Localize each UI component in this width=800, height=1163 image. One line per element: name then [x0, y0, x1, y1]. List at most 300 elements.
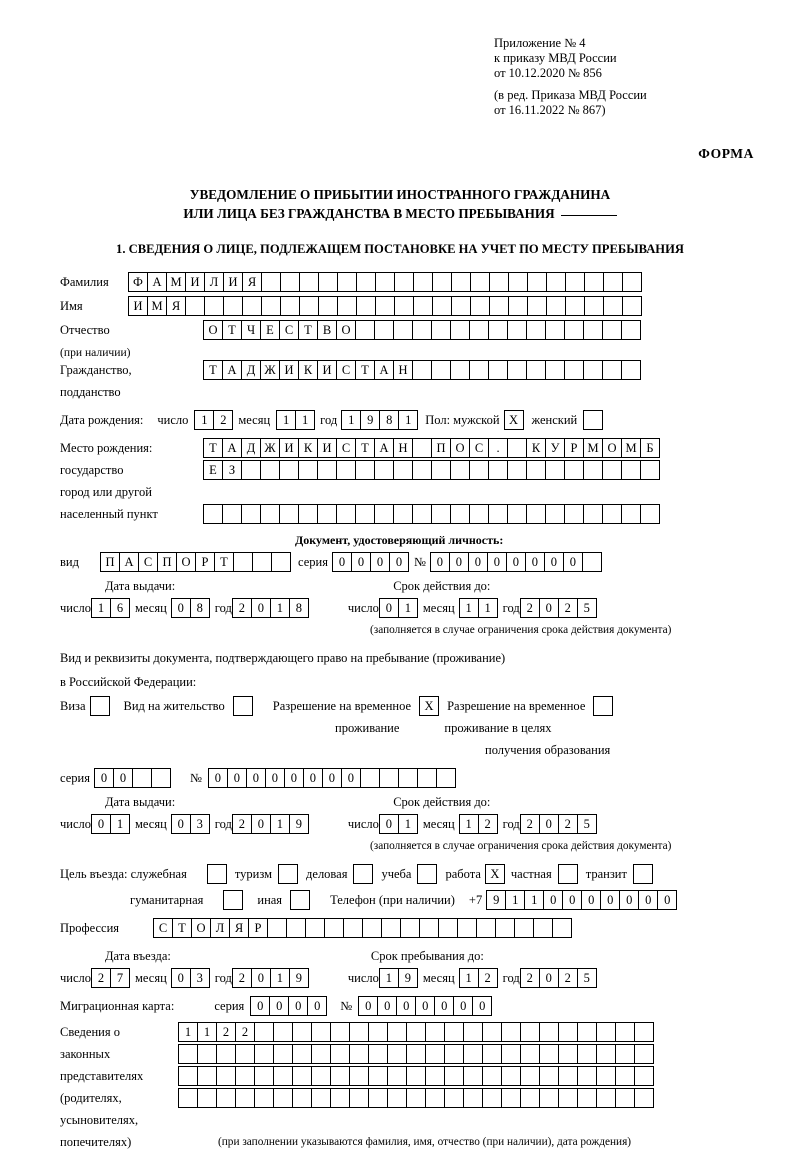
cell[interactable]: 0: [600, 890, 620, 910]
cell[interactable]: [489, 272, 509, 292]
cell[interactable]: 1: [379, 968, 399, 988]
cell[interactable]: [324, 918, 344, 938]
cell[interactable]: [317, 460, 337, 480]
cell[interactable]: Л: [204, 272, 224, 292]
cell[interactable]: [470, 272, 490, 292]
birthplace-input-line3[interactable]: [203, 504, 659, 524]
cell[interactable]: Я: [229, 918, 249, 938]
cell[interactable]: 2: [91, 968, 111, 988]
cell[interactable]: 0: [332, 552, 352, 572]
phone-input[interactable]: [486, 890, 676, 910]
cell[interactable]: 0: [171, 968, 191, 988]
cell[interactable]: [507, 504, 527, 524]
cell[interactable]: [526, 320, 546, 340]
cell[interactable]: [431, 360, 451, 380]
cell[interactable]: [596, 1088, 616, 1108]
cell[interactable]: [273, 1088, 293, 1108]
cell[interactable]: 5: [577, 968, 597, 988]
cell[interactable]: [622, 296, 642, 316]
doc-number-input[interactable]: [430, 552, 601, 572]
cell[interactable]: [368, 1066, 388, 1086]
cell[interactable]: [526, 360, 546, 380]
cell[interactable]: [463, 1088, 483, 1108]
cell[interactable]: 3: [190, 968, 210, 988]
cell[interactable]: [634, 1022, 654, 1042]
cell[interactable]: [252, 552, 272, 572]
cell[interactable]: [507, 320, 527, 340]
cell[interactable]: [539, 1022, 559, 1042]
cell[interactable]: [318, 272, 338, 292]
cell[interactable]: 0: [208, 768, 228, 788]
cell[interactable]: 0: [389, 552, 409, 572]
cell[interactable]: [241, 504, 261, 524]
cell[interactable]: [451, 296, 471, 316]
cell[interactable]: [286, 918, 306, 938]
cell[interactable]: [622, 272, 642, 292]
cell[interactable]: [305, 918, 325, 938]
cell[interactable]: [311, 1022, 331, 1042]
cell[interactable]: [425, 1022, 445, 1042]
cell[interactable]: [615, 1044, 635, 1064]
cell[interactable]: [463, 1022, 483, 1042]
cell[interactable]: [337, 272, 357, 292]
cell[interactable]: [406, 1088, 426, 1108]
cell[interactable]: 0: [322, 768, 342, 788]
cell[interactable]: [254, 1022, 274, 1042]
surname-input[interactable]: [128, 272, 641, 292]
cell[interactable]: [444, 1066, 464, 1086]
cell[interactable]: [621, 360, 641, 380]
cell[interactable]: [482, 1022, 502, 1042]
cell[interactable]: [412, 438, 432, 458]
cell[interactable]: [577, 1066, 597, 1086]
cell[interactable]: [621, 504, 641, 524]
cell[interactable]: [318, 296, 338, 316]
cell[interactable]: [406, 1044, 426, 1064]
cell[interactable]: [233, 552, 253, 572]
cell[interactable]: [431, 460, 451, 480]
cell[interactable]: 0: [581, 890, 601, 910]
cell[interactable]: 2: [213, 410, 233, 430]
cell[interactable]: О: [176, 552, 196, 572]
cell[interactable]: [488, 504, 508, 524]
cell[interactable]: 0: [251, 814, 271, 834]
sex-male-checkbox[interactable]: X: [504, 410, 524, 430]
cell[interactable]: 1: [459, 968, 479, 988]
cell[interactable]: 0: [379, 814, 399, 834]
cell[interactable]: [387, 1044, 407, 1064]
legal-rep-input-3[interactable]: [178, 1066, 653, 1086]
cell[interactable]: С: [138, 552, 158, 572]
cell[interactable]: И: [279, 438, 299, 458]
cell[interactable]: А: [374, 360, 394, 380]
cell[interactable]: [444, 1088, 464, 1108]
cell[interactable]: 0: [638, 890, 658, 910]
cell[interactable]: А: [147, 272, 167, 292]
residence-permit-checkbox[interactable]: [233, 696, 253, 716]
cell[interactable]: [565, 272, 585, 292]
cell[interactable]: [546, 272, 566, 292]
cell[interactable]: 0: [539, 968, 559, 988]
permit-series-input[interactable]: [94, 768, 170, 788]
cell[interactable]: П: [100, 552, 120, 572]
cell[interactable]: 0: [227, 768, 247, 788]
cell[interactable]: [368, 1088, 388, 1108]
cell[interactable]: 0: [377, 996, 397, 1016]
cell[interactable]: [508, 272, 528, 292]
cell[interactable]: [412, 504, 432, 524]
cell[interactable]: И: [223, 272, 243, 292]
cell[interactable]: А: [222, 360, 242, 380]
cell[interactable]: [463, 1066, 483, 1086]
cell[interactable]: 1: [524, 890, 544, 910]
legal-rep-input-1[interactable]: [178, 1022, 653, 1042]
cell[interactable]: 0: [453, 996, 473, 1016]
cell[interactable]: Ж: [260, 360, 280, 380]
cell[interactable]: [457, 918, 477, 938]
cell[interactable]: [400, 918, 420, 938]
cell[interactable]: 9: [360, 410, 380, 430]
cell[interactable]: [425, 1088, 445, 1108]
cell[interactable]: [444, 1022, 464, 1042]
cell[interactable]: Т: [298, 320, 318, 340]
cell[interactable]: [151, 768, 171, 788]
birth-day-input[interactable]: [194, 410, 232, 430]
cell[interactable]: [292, 1044, 312, 1064]
cell[interactable]: [520, 1088, 540, 1108]
cell[interactable]: 2: [558, 814, 578, 834]
cell[interactable]: [584, 296, 604, 316]
cell[interactable]: 8: [379, 410, 399, 430]
cell[interactable]: [463, 1044, 483, 1064]
cell[interactable]: Ж: [260, 438, 280, 458]
cell[interactable]: [577, 1088, 597, 1108]
cell[interactable]: [355, 504, 375, 524]
cell[interactable]: [374, 460, 394, 480]
cell[interactable]: [545, 460, 565, 480]
cell[interactable]: У: [545, 438, 565, 458]
cell[interactable]: [261, 272, 281, 292]
stay-year-input[interactable]: [520, 968, 596, 988]
cell[interactable]: 1: [178, 1022, 198, 1042]
cell[interactable]: [507, 460, 527, 480]
cell[interactable]: [582, 552, 602, 572]
cell[interactable]: [508, 296, 528, 316]
stay-month-input[interactable]: [459, 968, 497, 988]
cell[interactable]: [527, 272, 547, 292]
purpose-study-checkbox[interactable]: [417, 864, 437, 884]
cell[interactable]: [432, 296, 452, 316]
cell[interactable]: [254, 1088, 274, 1108]
cell[interactable]: С: [336, 360, 356, 380]
cell[interactable]: [527, 296, 547, 316]
cell[interactable]: [406, 1066, 426, 1086]
cell[interactable]: 1: [110, 814, 130, 834]
permit-valid-month-input[interactable]: [459, 814, 497, 834]
migration-number-input[interactable]: [358, 996, 491, 1016]
cell[interactable]: [634, 1088, 654, 1108]
entry-month-input[interactable]: [171, 968, 209, 988]
cell[interactable]: [330, 1088, 350, 1108]
cell[interactable]: [330, 1044, 350, 1064]
cell[interactable]: [374, 504, 394, 524]
cell[interactable]: [583, 504, 603, 524]
cell[interactable]: [273, 1066, 293, 1086]
cell[interactable]: 1: [270, 814, 290, 834]
cell[interactable]: [558, 1088, 578, 1108]
cell[interactable]: [526, 460, 546, 480]
cell[interactable]: [469, 320, 489, 340]
stay-day-input[interactable]: [379, 968, 417, 988]
cell[interactable]: Б: [640, 438, 660, 458]
cell[interactable]: 0: [506, 552, 526, 572]
permit-valid-year-input[interactable]: [520, 814, 596, 834]
cell[interactable]: 0: [539, 598, 559, 618]
cell[interactable]: [273, 1022, 293, 1042]
cell[interactable]: [470, 296, 490, 316]
cell[interactable]: 9: [289, 814, 309, 834]
cell[interactable]: [634, 1044, 654, 1064]
cell[interactable]: 2: [232, 814, 252, 834]
cell[interactable]: 0: [303, 768, 323, 788]
cell[interactable]: [356, 272, 376, 292]
cell[interactable]: [356, 296, 376, 316]
cell[interactable]: [444, 1044, 464, 1064]
birthplace-input-line1[interactable]: [203, 438, 659, 458]
cell[interactable]: 0: [396, 996, 416, 1016]
cell[interactable]: [526, 504, 546, 524]
cell[interactable]: [360, 768, 380, 788]
cell[interactable]: [596, 1022, 616, 1042]
purpose-service-checkbox[interactable]: [207, 864, 227, 884]
cell[interactable]: [298, 460, 318, 480]
purpose-business-checkbox[interactable]: [353, 864, 373, 884]
cell[interactable]: М: [147, 296, 167, 316]
cell[interactable]: 0: [113, 768, 133, 788]
cell[interactable]: 0: [449, 552, 469, 572]
cell[interactable]: [564, 320, 584, 340]
cell[interactable]: [565, 296, 585, 316]
cell[interactable]: 0: [307, 996, 327, 1016]
cell[interactable]: П: [157, 552, 177, 572]
doc-issue-year-input[interactable]: [232, 598, 308, 618]
permit-issue-day-input[interactable]: [91, 814, 129, 834]
cell[interactable]: Е: [203, 460, 223, 480]
cell[interactable]: 0: [351, 552, 371, 572]
cell[interactable]: [271, 552, 291, 572]
cell[interactable]: [488, 360, 508, 380]
cell[interactable]: [412, 460, 432, 480]
cell[interactable]: З: [222, 460, 242, 480]
cell[interactable]: [374, 320, 394, 340]
cell[interactable]: 1: [478, 598, 498, 618]
cell[interactable]: [432, 272, 452, 292]
cell[interactable]: В: [317, 320, 337, 340]
cell[interactable]: [520, 1066, 540, 1086]
cell[interactable]: [482, 1044, 502, 1064]
cell[interactable]: [362, 918, 382, 938]
cell[interactable]: И: [279, 360, 299, 380]
cell[interactable]: [469, 460, 489, 480]
legal-rep-input-4[interactable]: [178, 1088, 653, 1108]
cell[interactable]: 2: [235, 1022, 255, 1042]
cell[interactable]: [520, 1022, 540, 1042]
legal-rep-input-2[interactable]: [178, 1044, 653, 1064]
permit-issue-month-input[interactable]: [171, 814, 209, 834]
cell[interactable]: [292, 1066, 312, 1086]
cell[interactable]: [558, 1022, 578, 1042]
cell[interactable]: [254, 1066, 274, 1086]
citizenship-input[interactable]: [203, 360, 640, 380]
cell[interactable]: 0: [657, 890, 677, 910]
doc-valid-day-input[interactable]: [379, 598, 417, 618]
cell[interactable]: [482, 1088, 502, 1108]
cell[interactable]: [279, 504, 299, 524]
cell[interactable]: [558, 1044, 578, 1064]
cell[interactable]: [330, 1022, 350, 1042]
cell[interactable]: [412, 320, 432, 340]
cell[interactable]: [242, 296, 262, 316]
cell[interactable]: [223, 296, 243, 316]
cell[interactable]: [450, 504, 470, 524]
cell[interactable]: Р: [195, 552, 215, 572]
cell[interactable]: [387, 1066, 407, 1086]
cell[interactable]: [436, 768, 456, 788]
cell[interactable]: Я: [166, 296, 186, 316]
cell[interactable]: [132, 768, 152, 788]
birthplace-input-line2[interactable]: [203, 460, 659, 480]
cell[interactable]: И: [317, 360, 337, 380]
cell[interactable]: .: [488, 438, 508, 458]
cell[interactable]: [469, 360, 489, 380]
cell[interactable]: [355, 320, 375, 340]
cell[interactable]: 0: [472, 996, 492, 1016]
cell[interactable]: [197, 1044, 217, 1064]
cell[interactable]: [621, 320, 641, 340]
cell[interactable]: 9: [398, 968, 418, 988]
cell[interactable]: 0: [265, 768, 285, 788]
cell[interactable]: С: [279, 320, 299, 340]
cell[interactable]: А: [119, 552, 139, 572]
cell[interactable]: [577, 1022, 597, 1042]
cell[interactable]: 1: [270, 598, 290, 618]
edu-residence-checkbox[interactable]: [593, 696, 613, 716]
cell[interactable]: Е: [260, 320, 280, 340]
cell[interactable]: [273, 1044, 293, 1064]
cell[interactable]: 0: [415, 996, 435, 1016]
cell[interactable]: 0: [434, 996, 454, 1016]
permit-issue-year-input[interactable]: [232, 814, 308, 834]
cell[interactable]: 2: [478, 814, 498, 834]
cell[interactable]: [298, 504, 318, 524]
cell[interactable]: 1: [295, 410, 315, 430]
cell[interactable]: 5: [577, 598, 597, 618]
cell[interactable]: [615, 1022, 635, 1042]
cell[interactable]: [398, 768, 418, 788]
cell[interactable]: 1: [194, 410, 214, 430]
cell[interactable]: 1: [341, 410, 361, 430]
cell[interactable]: [603, 296, 623, 316]
cell[interactable]: [546, 296, 566, 316]
cell[interactable]: [419, 918, 439, 938]
cell[interactable]: [564, 360, 584, 380]
cell[interactable]: [299, 272, 319, 292]
cell[interactable]: [311, 1044, 331, 1064]
cell[interactable]: 0: [246, 768, 266, 788]
cell[interactable]: С: [153, 918, 173, 938]
cell[interactable]: [514, 918, 534, 938]
cell[interactable]: [216, 1044, 236, 1064]
cell[interactable]: [425, 1044, 445, 1064]
doc-kind-input[interactable]: [100, 552, 290, 572]
permit-valid-day-input[interactable]: [379, 814, 417, 834]
cell[interactable]: [241, 460, 261, 480]
cell[interactable]: И: [185, 272, 205, 292]
cell[interactable]: [178, 1088, 198, 1108]
cell[interactable]: [615, 1066, 635, 1086]
cell[interactable]: Я: [242, 272, 262, 292]
cell[interactable]: [393, 460, 413, 480]
cell[interactable]: [634, 1066, 654, 1086]
cell[interactable]: А: [222, 438, 242, 458]
cell[interactable]: 0: [250, 996, 270, 1016]
cell[interactable]: Ч: [241, 320, 261, 340]
cell[interactable]: [267, 918, 287, 938]
cell[interactable]: [425, 1066, 445, 1086]
cell[interactable]: [501, 1088, 521, 1108]
cell[interactable]: [539, 1088, 559, 1108]
cell[interactable]: [539, 1044, 559, 1064]
cell[interactable]: 0: [370, 552, 390, 572]
cell[interactable]: 9: [486, 890, 506, 910]
cell[interactable]: [450, 460, 470, 480]
cell[interactable]: [564, 504, 584, 524]
cell[interactable]: [558, 1066, 578, 1086]
cell[interactable]: [311, 1066, 331, 1086]
cell[interactable]: [185, 296, 205, 316]
cell[interactable]: [615, 1088, 635, 1108]
patronymic-input[interactable]: [203, 320, 640, 340]
cell[interactable]: 0: [543, 890, 563, 910]
cell[interactable]: [260, 504, 280, 524]
cell[interactable]: [292, 1022, 312, 1042]
cell[interactable]: [520, 1044, 540, 1064]
cell[interactable]: [393, 320, 413, 340]
cell[interactable]: П: [431, 438, 451, 458]
cell[interactable]: Р: [248, 918, 268, 938]
cell[interactable]: 2: [232, 598, 252, 618]
cell[interactable]: [417, 768, 437, 788]
cell[interactable]: 9: [289, 968, 309, 988]
cell[interactable]: 2: [520, 598, 540, 618]
cell[interactable]: [299, 296, 319, 316]
doc-issue-month-input[interactable]: [171, 598, 209, 618]
cell[interactable]: [280, 296, 300, 316]
cell[interactable]: [482, 1066, 502, 1086]
cell[interactable]: 2: [558, 598, 578, 618]
cell[interactable]: Н: [393, 360, 413, 380]
cell[interactable]: О: [602, 438, 622, 458]
cell[interactable]: [583, 320, 603, 340]
cell[interactable]: [539, 1066, 559, 1086]
cell[interactable]: Н: [393, 438, 413, 458]
cell[interactable]: [336, 460, 356, 480]
cell[interactable]: 0: [171, 598, 191, 618]
cell[interactable]: 0: [341, 768, 361, 788]
cell[interactable]: 1: [459, 814, 479, 834]
cell[interactable]: О: [450, 438, 470, 458]
cell[interactable]: [564, 460, 584, 480]
